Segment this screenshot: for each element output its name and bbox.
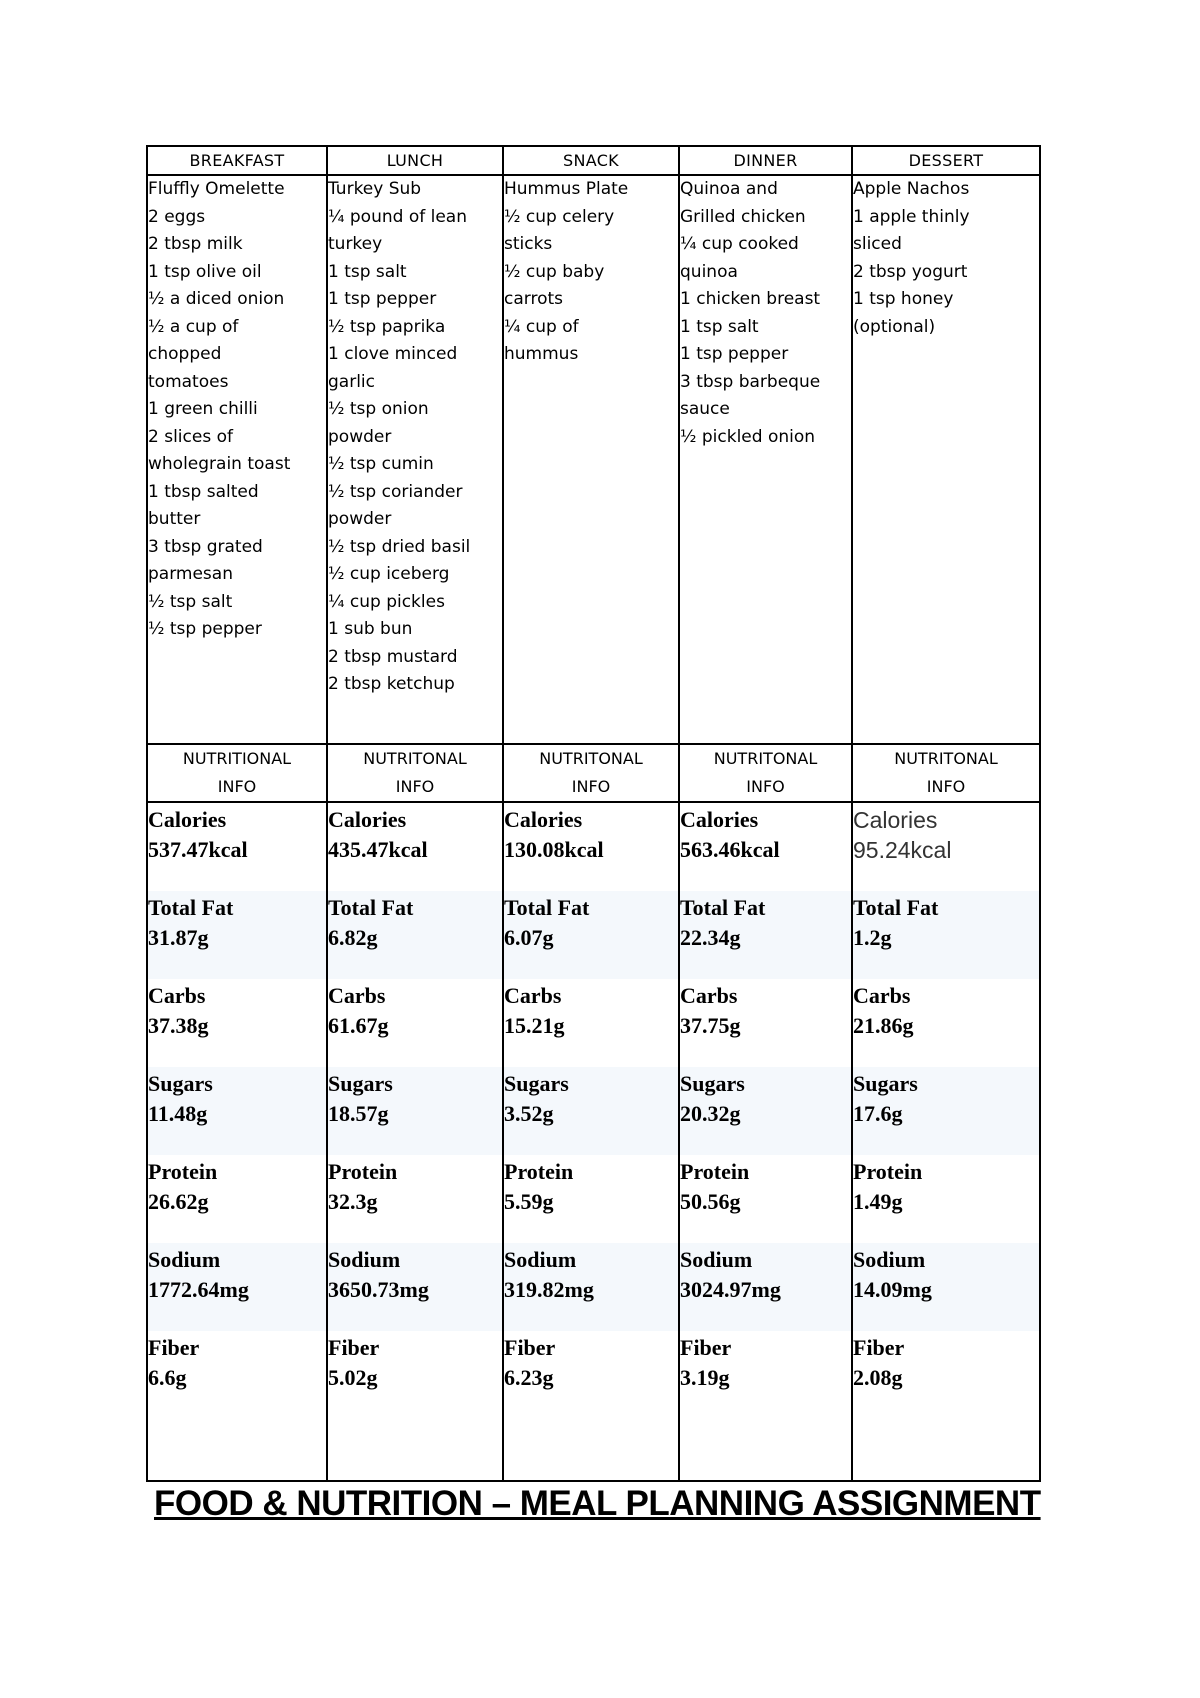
nutrient-label: Protein [148, 1159, 218, 1184]
nutrient-value: 21.86g [853, 1013, 914, 1038]
nutrition-info-heading [147, 744, 327, 802]
heading-snack: SNACK [503, 146, 679, 175]
nutrition-info-heading-line: NUTRITONAL [713, 749, 818, 768]
ingredient-line: ½ tsp coriander [328, 481, 463, 502]
ingredient-line: ½ cup celery [504, 206, 615, 227]
ingredient-line: 2 eggs [148, 206, 206, 227]
nutrient-label: Fiber [148, 1335, 200, 1360]
recipe-title: Hummus Plate [504, 179, 629, 199]
nutrient-sugars [328, 1067, 502, 1155]
nutrient-value: 2.08g [853, 1365, 903, 1390]
ingredient-line: ½ tsp dried basil [328, 536, 471, 557]
nutrient-value: 3650.73mg [328, 1277, 429, 1302]
nutrient-label: Calories [680, 807, 759, 832]
nutrient-carbs [148, 979, 326, 1067]
ingredient-line: garlic [328, 371, 375, 392]
ingredient-line: ½ tsp cumin [328, 454, 434, 474]
nutrient-value: 15.21g [504, 1013, 565, 1038]
nutrient-label: Sodium [853, 1247, 926, 1272]
ingredient-line: ½ a diced onion [148, 289, 285, 309]
nutrient-label: Carbs [504, 983, 562, 1008]
nutrient-value: 3.19g [680, 1365, 730, 1390]
nutrient-total-fat [680, 891, 851, 979]
nutrient-sodium [853, 1243, 1039, 1331]
nutrient-value: 11.48g [148, 1101, 208, 1126]
nutrient-fiber [148, 1331, 326, 1419]
nutrient-value: 1.49g [853, 1189, 903, 1214]
nutrient-total-fat [853, 891, 1039, 979]
nutrition-cell [147, 802, 327, 1481]
nutrient-value: 563.46kcal [680, 837, 780, 862]
nutrient-total-fat [328, 891, 502, 979]
nutrient-protein [680, 1155, 851, 1243]
nutrient-value: 6.82g [328, 925, 378, 950]
nutrient-sugars [853, 1067, 1039, 1155]
ingredient-line: 1 sub bun [328, 619, 413, 639]
ingredient-line: 2 tbsp ketchup [328, 674, 455, 694]
ingredient-line: Grilled chicken [680, 206, 806, 227]
nutrient-calories [328, 803, 502, 891]
nutrition-info-heading-line: INFO [395, 777, 435, 796]
nutrient-value: 3.52g [504, 1101, 554, 1126]
nutrient-value: 17.6g [853, 1101, 903, 1126]
nutrition-info-heading-line: NUTRITIONAL [182, 749, 292, 768]
nutrition-info-heading-line: NUTRITONAL [894, 749, 998, 768]
ingredient-line: ½ tsp pepper [148, 619, 262, 639]
assignment-title: FOOD & NUTRITION – MEAL PLANNING ASSIGNMENT [154, 1484, 1041, 1523]
ingredient-line: ½ tsp onion [328, 399, 429, 419]
nutrient-label: Fiber [853, 1335, 905, 1360]
ingredient-line: wholegrain toast [148, 454, 291, 474]
ingredient-line: 3 tbsp grated [148, 536, 263, 557]
ingredient-line: hummus [504, 344, 579, 364]
nutrient-value: 14.09mg [853, 1277, 932, 1302]
nutrient-label: Sugars [328, 1071, 393, 1096]
nutrient-carbs [504, 979, 678, 1067]
nutrient-value: 130.08kcal [504, 837, 604, 862]
recipe-cell [503, 175, 679, 744]
ingredient-line: 2 tbsp milk [148, 234, 243, 254]
recipe-cell [679, 175, 852, 744]
nutrient-value: 37.38g [148, 1013, 209, 1038]
nutrition-info-heading [503, 744, 679, 802]
nutrient-value: 3024.97mg [680, 1277, 781, 1302]
ingredient-line: ¼ pound of lean [328, 206, 467, 227]
recipe-title: Quinoa and [680, 179, 778, 199]
nutrition-cell [852, 802, 1040, 1481]
nutrient-label: Sodium [504, 1247, 577, 1272]
ingredient-line: 1 tsp olive oil [148, 261, 262, 282]
ingredient-line: sliced [853, 234, 902, 254]
nutrient-carbs [853, 979, 1039, 1067]
nutrition-info-heading-row [147, 744, 1040, 802]
nutrient-label: Calories [504, 807, 583, 832]
ingredient-line: quinoa [680, 261, 738, 282]
nutrition-info-heading-line: INFO [571, 777, 611, 796]
nutrient-value: 18.57g [328, 1101, 389, 1126]
recipe-cell [147, 175, 327, 744]
nutrient-label: Protein [680, 1159, 750, 1184]
heading-dinner: DINNER [679, 146, 852, 175]
nutrient-label: Total Fat [680, 895, 766, 920]
recipe-title: Turkey Sub [328, 179, 422, 199]
meal-plan-table [146, 145, 1041, 1482]
recipe-row [147, 175, 1040, 744]
nutrition-info-heading [679, 744, 852, 802]
nutrient-value: 6.23g [504, 1365, 554, 1390]
ingredient-line: (optional) [853, 316, 936, 337]
ingredient-line: parmesan [148, 564, 233, 584]
ingredient-line: 1 tsp pepper [328, 289, 437, 309]
ingredient-line: ½ cup iceberg [328, 564, 450, 584]
ingredient-line: tomatoes [148, 371, 229, 392]
ingredient-line: ½ tsp paprika [328, 316, 446, 337]
nutrient-value: 537.47kcal [148, 837, 248, 862]
nutrient-label: Sugars [853, 1071, 918, 1096]
nutrient-value: 20.32g [680, 1101, 741, 1126]
nutrient-value: 1772.64mg [148, 1277, 249, 1302]
nutrient-value: 95.24kcal [853, 837, 952, 863]
nutrition-info-heading-line: INFO [746, 777, 785, 796]
nutrient-calories [504, 803, 678, 891]
ingredient-line: 2 tbsp yogurt [853, 261, 968, 282]
nutrient-protein [328, 1155, 502, 1243]
ingredient-line: 2 slices of [148, 426, 233, 447]
nutrient-sodium [328, 1243, 502, 1331]
nutrition-info-heading-line: INFO [926, 777, 966, 796]
nutrient-protein [853, 1155, 1039, 1243]
nutrition-info-heading [327, 744, 503, 802]
nutrient-label: Carbs [148, 983, 206, 1008]
nutrition-cell [327, 802, 503, 1481]
nutrient-label: Total Fat [148, 895, 234, 920]
ingredient-line: ¼ cup pickles [328, 591, 445, 612]
nutrient-value: 1.2g [853, 925, 892, 950]
nutrient-fiber [504, 1331, 678, 1419]
nutrient-label: Calories [328, 807, 407, 832]
nutrient-label: Protein [853, 1159, 923, 1184]
nutrient-label: Fiber [680, 1335, 732, 1360]
nutrient-label: Calories [853, 807, 938, 833]
ingredient-line: 1 tsp salt [680, 316, 759, 337]
nutrient-carbs [328, 979, 502, 1067]
recipe-title: Fluffly Omelette [148, 179, 285, 199]
ingredient-line: 1 apple thinly [853, 206, 970, 227]
nutrient-label: Calories [148, 807, 227, 832]
nutrition-cell [679, 802, 852, 1481]
ingredient-line: sauce [680, 399, 730, 419]
ingredient-line: 2 tbsp mustard [328, 646, 458, 667]
heading-breakfast: BREAKFAST [147, 146, 327, 175]
nutrient-carbs [680, 979, 851, 1067]
nutrition-info-heading-line: NUTRITONAL [539, 749, 643, 768]
ingredient-line: carrots [504, 289, 563, 309]
ingredient-line: turkey [328, 234, 383, 254]
nutrient-value: 26.62g [148, 1189, 209, 1214]
ingredient-line: 3 tbsp barbeque [680, 371, 821, 392]
nutrient-label: Carbs [328, 983, 386, 1008]
nutrient-sugars [680, 1067, 851, 1155]
nutrient-value: 61.67g [328, 1013, 389, 1038]
ingredient-line: ¼ cup of [504, 316, 579, 337]
heading-lunch: LUNCH [327, 146, 503, 175]
nutrient-label: Fiber [504, 1335, 556, 1360]
nutrient-label: Total Fat [853, 895, 939, 920]
nutrition-info-heading-line: INFO [217, 777, 257, 796]
nutrient-sugars [504, 1067, 678, 1155]
ingredient-line: powder [328, 426, 392, 447]
nutrient-protein [504, 1155, 678, 1243]
nutrition-info-heading [852, 744, 1040, 802]
nutrition-values-row [147, 802, 1040, 1481]
ingredient-line: 1 tsp pepper [680, 344, 789, 364]
nutrient-total-fat [504, 891, 678, 979]
nutrient-label: Total Fat [504, 895, 590, 920]
ingredient-line: chopped [148, 344, 222, 364]
nutrient-calories [853, 803, 1039, 891]
ingredient-line: ½ a cup of [148, 316, 239, 337]
nutrient-value: 5.59g [504, 1189, 554, 1214]
ingredient-line: 1 clove minced [328, 344, 458, 364]
ingredient-line: 1 tsp honey [853, 289, 954, 309]
nutrient-value: 37.75g [680, 1013, 741, 1038]
ingredient-line: butter [148, 509, 201, 529]
nutrient-label: Sugars [504, 1071, 569, 1096]
nutrient-label: Protein [328, 1159, 398, 1184]
nutrient-value: 435.47kcal [328, 837, 428, 862]
nutrition-cell [503, 802, 679, 1481]
nutrient-label: Sodium [680, 1247, 753, 1272]
nutrition-info-heading-line: NUTRITONAL [363, 749, 467, 768]
ingredient-line: 1 green chilli [148, 399, 258, 419]
nutrient-sugars [148, 1067, 326, 1155]
nutrient-label: Sugars [148, 1071, 213, 1096]
nutrient-label: Total Fat [328, 895, 414, 920]
nutrient-label: Sodium [148, 1247, 221, 1272]
nutrient-value: 32.3g [328, 1189, 378, 1214]
heading-dessert: DESSERT [852, 146, 1040, 175]
nutrient-total-fat [148, 891, 326, 979]
nutrient-label: Sugars [680, 1071, 745, 1096]
nutrient-label: Sodium [328, 1247, 401, 1272]
nutrient-label: Carbs [680, 983, 738, 1008]
ingredient-line: 1 chicken breast [680, 289, 821, 309]
nutrient-label: Fiber [328, 1335, 380, 1360]
recipe-title: Apple Nachos [853, 179, 970, 199]
nutrient-value: 22.34g [680, 925, 741, 950]
nutrient-value: 6.6g [148, 1365, 187, 1390]
ingredient-line: ¼ cup cooked [680, 234, 799, 254]
ingredient-line: 1 tbsp salted [148, 481, 259, 502]
nutrient-calories [680, 803, 851, 891]
recipe-cell [852, 175, 1040, 744]
ingredient-line: ½ tsp salt [148, 591, 233, 612]
nutrient-label: Carbs [853, 983, 911, 1008]
ingredient-line: ½ pickled onion [680, 426, 816, 447]
nutrient-value: 5.02g [328, 1365, 378, 1390]
nutrient-value: 319.82mg [504, 1277, 594, 1302]
nutrient-value: 50.56g [680, 1189, 741, 1214]
ingredient-line: ½ cup baby [504, 261, 605, 282]
ingredient-line: powder [328, 509, 392, 529]
nutrient-sodium [148, 1243, 326, 1331]
ingredient-line: sticks [504, 234, 553, 254]
ingredient-line: 1 tsp salt [328, 261, 407, 282]
nutrient-sodium [504, 1243, 678, 1331]
nutrient-sodium [680, 1243, 851, 1331]
nutrient-fiber [680, 1331, 851, 1419]
nutrient-calories [148, 803, 326, 891]
nutrient-fiber [328, 1331, 502, 1419]
nutrient-label: Protein [504, 1159, 574, 1184]
meal-plan-sheet [146, 145, 1039, 1482]
nutrient-protein [148, 1155, 326, 1243]
nutrient-fiber [853, 1331, 1039, 1419]
nutrient-value: 6.07g [504, 925, 554, 950]
recipe-cell [327, 175, 503, 744]
meal-heading-row [147, 146, 1040, 175]
nutrient-value: 31.87g [148, 925, 209, 950]
